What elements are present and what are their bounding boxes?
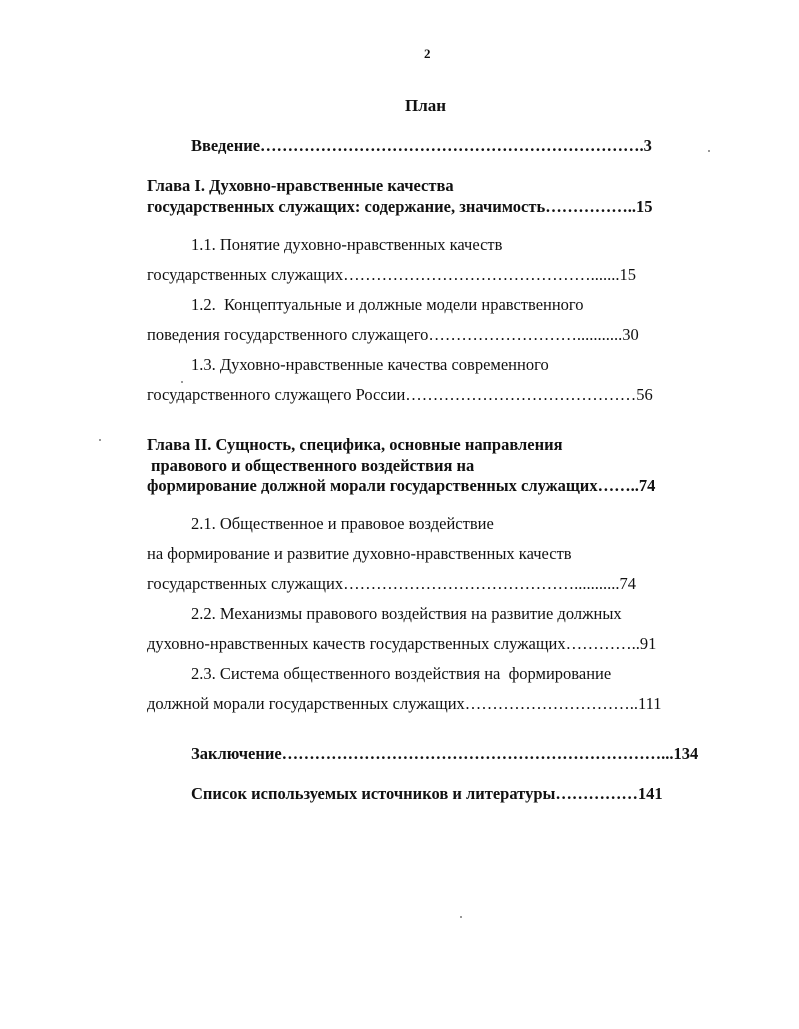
- toc-section-2-3-cont: должной морали государственных служащих…………………………..111: [147, 694, 662, 713]
- toc-section-1-2-cont: поведения государственного служащего………………………...........30: [147, 325, 639, 344]
- toc-chapter-1-title: Глава I. Духовно-нравственные качества: [147, 176, 454, 195]
- toc-section-2-2: 2.2. Механизмы правового воздействия на развитие должных: [191, 604, 622, 623]
- toc-entry-sources: Список используемых источников и литературы……………141: [191, 784, 663, 803]
- toc-section-2-3: 2.3. Система общественного воздействия на формирование: [191, 664, 612, 683]
- toc-section-2-1-end: государственных служащих……………………………………...........74: [147, 574, 636, 593]
- toc-section-2-1: 2.1. Общественное и правовое воздействие: [191, 514, 494, 533]
- scan-speck: [99, 439, 101, 441]
- toc-chapter-2-title-end: формирование должной морали государственных служащих……..74: [147, 476, 656, 495]
- scan-speck: [460, 916, 462, 918]
- toc-section-2-1-cont: на формирование и развитие духовно-нравственных качеств: [147, 544, 572, 563]
- toc-entry-introduction: Введение…………………………………………………………….3: [191, 136, 652, 155]
- page-number: 2: [424, 46, 431, 61]
- toc-section-1-1-cont: государственных служащих……………………………………….......15: [147, 265, 636, 284]
- toc-section-1-3-cont: государственного служащего России……………………………………56: [147, 385, 653, 404]
- page-title: План: [405, 96, 447, 115]
- toc-section-1-3: 1.3. Духовно-нравственные качества современного: [191, 355, 549, 374]
- toc-chapter-2-title-cont: правового и общественного воздействия на: [151, 456, 475, 475]
- scan-speck: [181, 381, 183, 383]
- toc-section-1-1: 1.1. Понятие духовно-нравственных качеств: [191, 235, 503, 254]
- toc-chapter-1-title-cont: государственных служащих: содержание, значимость……………..15: [147, 197, 653, 216]
- toc-entry-conclusion: Заключение……………………………………………………………...134: [191, 744, 699, 763]
- toc-section-2-2-cont: духовно-нравственных качеств государственных служащих…………..91: [147, 634, 657, 653]
- toc-chapter-2-title: Глава II. Сущность, специфика, основные направления: [147, 435, 563, 454]
- toc-section-1-2: 1.2. Концептуальные и должные модели нравственного: [191, 295, 584, 314]
- scan-speck: [708, 150, 710, 152]
